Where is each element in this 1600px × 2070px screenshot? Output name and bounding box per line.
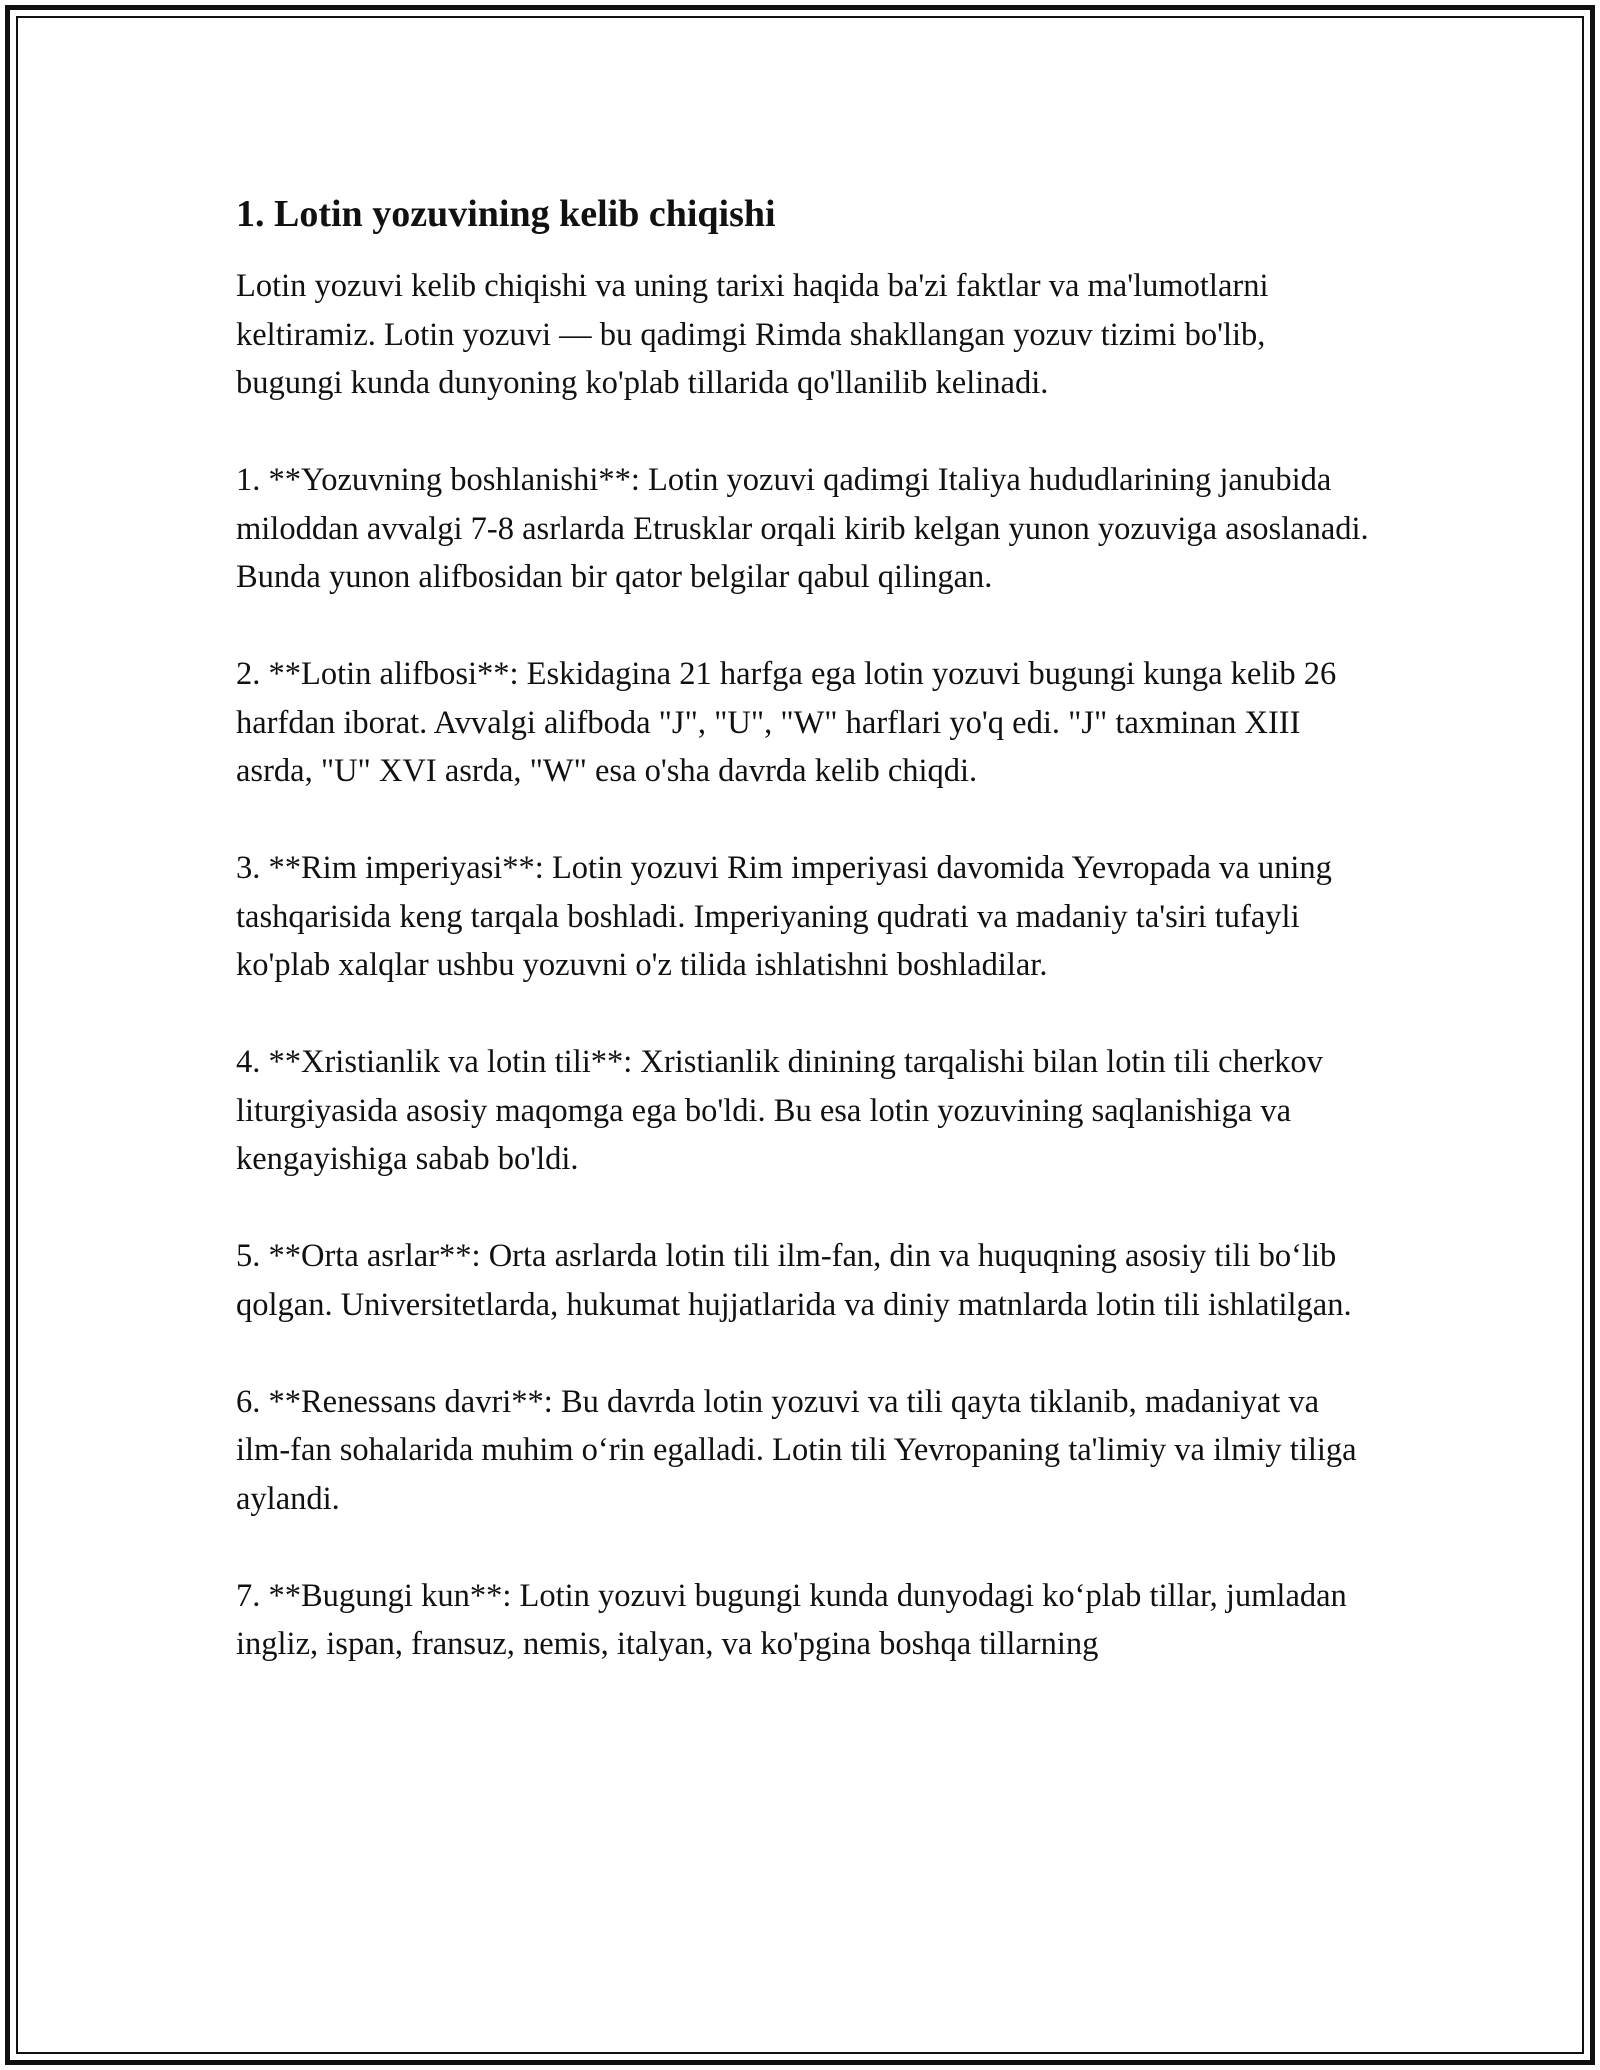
intro-paragraph: Lotin yozuvi kelib chiqishi va uning tarixi haqida ba'zi faktlar va ma'lumotlarni keltiramiz. Lotin yozuvi — bu qadimgi Rimda shakllangan yozuv tizimi bo'lib, bugungi kunda dunyoning ko'plab tillarida qo'llanilib kelinadi. bbox=[236, 268, 1269, 401]
paragraph-orta-asrlar: 5. **Orta asrlar**: Orta asrlarda lotin tili ilm-fan, din va huquqning asosiy tili bo‘lib qolgan. Universitetlarda, hukumat hujjatlarida va diniy matnlarda lotin tili ishlatilgan. bbox=[236, 1238, 1352, 1323]
paragraph-yozuvning-boshlanishi: 1. **Yozuvning boshlanishi**: Lotin yozuvi qadimgi Italiya hududlarining janubida miloddan avvalgi 7-8 asrlarda Etrusklar orqali kirib kelgan yunon yozuviga asoslanadi. Bunda yunon alifbosidan bir qator belgilar qabul qilingan. bbox=[236, 462, 1369, 595]
document-title: 1. Lotin yozuvining kelib chiqishi bbox=[236, 193, 776, 235]
paragraph-lotin-alifbosi: 2. **Lotin alifbosi**: Eskidagina 21 harfga ega lotin yozuvi bugungi kunga kelib 26 harfdan iborat. Avvalgi alifboda "J", "U", "W" harflari yo'q edi. "J" taxminan XIII asrda, "U" XVI asrda, "W" esa o'sha davrda kelib chiqdi. bbox=[236, 656, 1337, 789]
paragraph-rim-imperiyasi: 3. **Rim imperiyasi**: Lotin yozuvi Rim imperiyasi davomida Yevropada va uning tashqarisida keng tarqala boshladi. Imperiyaning qudrati va madaniy ta'siri tufayli ko'plab xalqlar ushbu yozuvni o'z tilida ishlatishni boshladilar. bbox=[236, 850, 1332, 983]
paragraph-bugungi-kun: 7. **Bugungi kun**: Lotin yozuvi bugungi kunda dunyodagi ko‘plab tillar, jumladan ingliz, ispan, fransuz, nemis, italyan, va ko'pgina boshqa tillarning bbox=[236, 1577, 1347, 1662]
paragraph-renessans-davri: 6. **Renessans davri**: Bu davrda lotin yozuvi va tili qayta tiklanib, madaniyat va ilm-fan sohalarida muhim o‘rin egalladi. Lotin tili Yevropaning ta'limiy va ilmiy tiliga aylandi. bbox=[236, 1383, 1357, 1517]
paragraph-xristianlik: 4. **Xristianlik va lotin tili**: Xristianlik dinining tarqalishi bilan lotin tili cherkov liturgiyasida asosiy maqomga ega bo'ldi. Bu esa lotin yozuvining saqlanishiga va kengayishiga sabab bo'ldi. bbox=[236, 1044, 1323, 1177]
document-body bbox=[236, 190, 1376, 1717]
